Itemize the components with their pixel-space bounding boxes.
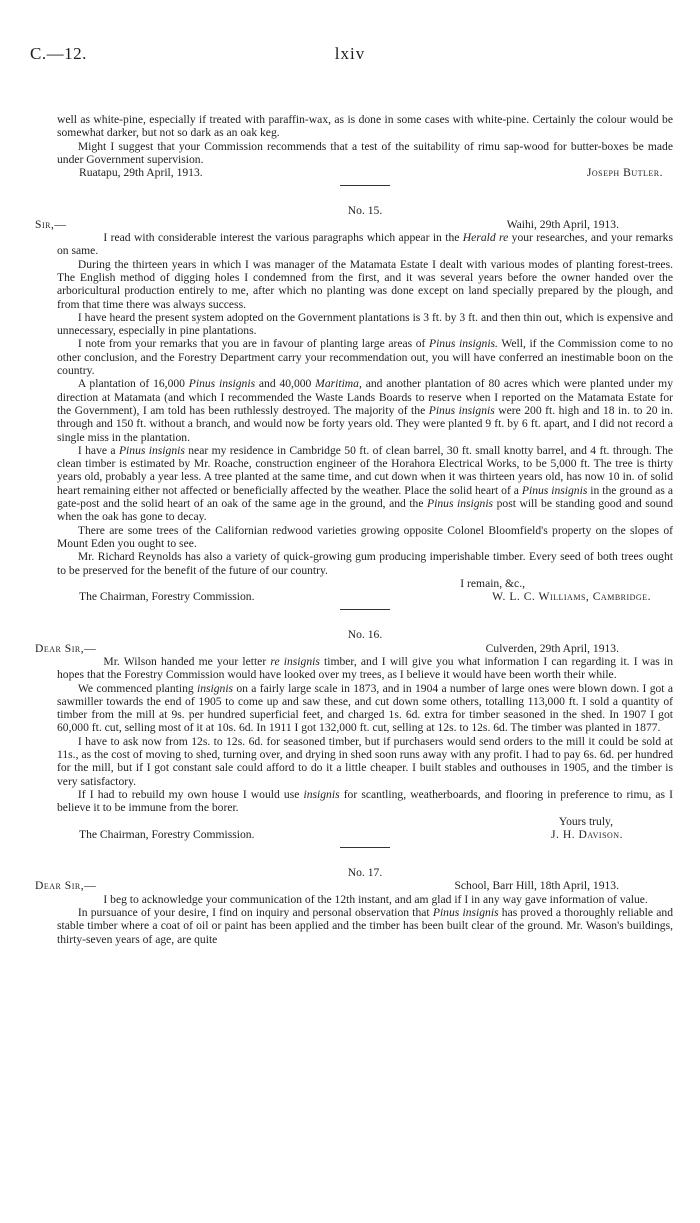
letter-16-signature: J. H. Davison.	[551, 827, 623, 841]
document-body	[35, 113, 674, 946]
letter-16-heading-row	[35, 641, 673, 655]
letter-15-place-date: Waihi, 29th April, 1913.	[506, 217, 619, 231]
intro-signature-row	[57, 166, 673, 179]
letter-15-closing-row	[57, 577, 673, 590]
letter-17-number: No. 17.	[347, 866, 383, 880]
letter-16-number: No. 16.	[347, 628, 383, 642]
letter-17-paragraph-2: In pursuance of your desire, I find on inquiry and personal observation that Pinus insignis has proved a thoroughly reliable and stable timber where a coat of oil or paint has been applied and the timber has been built clear of the ground. Mr. Wason's buildings, thirty-seven years of age, are quite	[57, 906, 673, 946]
letter-16-salutation: Dear Sir,—	[35, 641, 97, 655]
letter-15-salutation: Sir,—	[35, 217, 67, 231]
letter-16-place-date: Culverden, 29th April, 1913.	[485, 641, 619, 655]
letter-15-paragraph-6: I have a Pinus insignis near my residence in Cambridge 50 ft. of clean barrel, 30 ft. small knotty barrel, and 4 ft. through. The clean timber is estimated by Mr. Roache, construction engineer of the Horahora Electrical Works, to be 5,000 ft. The tree is thirty years old, probably a year less. A tree planted at the same time, and cut down when it was thirteen years old, has now 10 in. of solid heart remaining either not affected or beneficially affected by the weather. Place the solid heart of a Pinus insignis in the ground as a gate-post and the solid heart of an oak of the same age in the ground, and the Pinus insignis post will be standing good and sound when the oak has gone to decay.	[57, 443, 674, 524]
letter-15-addressee: The Chairman, Forestry Commission.	[79, 590, 255, 604]
letter-16-signature-row	[57, 828, 673, 841]
letter-17-paragraph-1: I beg to acknowledge your communication of the 12th instant, and am glad if I in any way gave information of value.	[103, 892, 648, 906]
intro-signature: Joseph Butler.	[586, 166, 663, 180]
letter-16-paragraph-4: If I had to rebuild my own house I would use insignis for scantling, weatherboards, and flooring in preference to rimu, as I believe it to be immune from the borer.	[57, 787, 673, 815]
letter-15-number: No. 15.	[347, 204, 383, 218]
letter-15-paragraph-5: A plantation of 16,000 Pinus insignis and 40,000 Maritima, and another plantation of 80 acres which were planted under my direction at Matamata (and which I recommended the Waste Lands Boards to reserve when I reported on the Matamata Estate for the Government), I am told has been ruthlessly destroyed. The majority of the Pinus insignis were 200 ft. high and 18 in. to 20 in. through and 150 ft. without a branch, and would now be forty years old. They were planted 9 ft. by 6 ft. apart, and I did not record a single miss in the plantation.	[57, 377, 673, 444]
letter-17-heading-row	[35, 879, 673, 893]
letter-15-paragraph-8: Mr. Richard Reynolds has also a variety of quick-growing gum producing imperishable timber. Every seed of both trees ought to be preserved for the benefit of the future of our country.	[57, 550, 673, 577]
intro-place-date: Ruatapu, 29th April, 1913.	[79, 166, 203, 180]
report-code: C.—12.	[30, 44, 87, 63]
letter-15-signature-row	[57, 590, 673, 603]
letter-15-signature: W. L. C. Williams, Cambridge.	[492, 590, 651, 604]
letter-15-paragraph-3: I have heard the present system adopted on the Government plantations is 3 ft. by 3 ft. and then thin out, which is expensive and unnecessary, especially in pine plantations.	[57, 310, 673, 338]
letter-15-heading-row	[35, 217, 673, 231]
page-number: lxiv	[334, 44, 366, 63]
letter-16-paragraph-1: Mr. Wilson handed me your letter re insignis timber, and I will give you what information I can regarding it. I was in hopes that the Forestry Commission would have looked over my trees, as I believe it would have been worth their while.	[57, 654, 673, 682]
intro-paragraph-1: well as white-pine, especially if treated with paraffin-wax, as is done in some cases with white-pine. Certainly the colour would be somewhat darker, but not so dark as an oak keg.	[57, 113, 673, 140]
letter-17-place-date: School, Barr Hill, 18th April, 1913.	[454, 879, 619, 893]
letter-16-closing: Yours truly,	[558, 814, 613, 828]
intro-paragraph-2: Might I suggest that your Commission recommends that a test of the suitability of rimu sap-wood for butter-boxes be made under Government supervision.	[57, 139, 673, 166]
letter-16-paragraph-2: We commenced planting insignis on a fairly large scale in 1873, and in 1904 a number of large ones were blown down. I got a sawmiller towards the end of 1905 to come up and saw these, and cut down some others, totalling 113,000 ft. I sold a quantity of timber from the mill at 9s. per hundred superficial feet, and charged 1s. 6d. extra for timber seasoned in the shed. In 1907 I got 60,000 ft. cut, selling most of it at 10s. 6d. In 1911 I got 132,000 ft. cut, selling at 12s. to 12s. 6d. The timber was planted in 1877.	[57, 681, 673, 735]
letter-15-paragraph-7: There are some trees of the Californian redwood varieties growing opposite Colonel Bloomfield's property on the slopes of Mount Eden you ought to see.	[57, 523, 673, 550]
letter-15-paragraph-2: During the thirteen years in which I was manager of the Matamata Estate I dealt with various modes of planting forest-trees. The English method of digging holes I condemned from the first, and it was several years before the owner handed over the arboricultural production entirely to me, after which no planting was done except on land specially prepared by the plough, and from that time there was always success.	[57, 257, 673, 311]
letter-15-closing: I remain, &c.,	[460, 576, 525, 590]
letter-16-paragraph-3: I have to ask now from 12s. to 12s. 6d. for seasoned timber, but if purchasers would send orders to the mill it could be sold at 11s., as the cost of moving to shed, turning over, and drying in shed soon runs away with any profit. I had to pay 6s. 6d. per hundred for the mill, but if I got constant sale could afford to do it a little cheaper. I built stables and outhouses in 1905, and the timber is very satisfactory.	[57, 734, 673, 788]
letter-16-addressee: The Chairman, Forestry Commission.	[79, 827, 255, 841]
letter-15-paragraph-4: I note from your remarks that you are in favour of planting large areas of Pinus insignis. Well, if the Commission come to no other conclusion, and the Forestry Department carry your recommendation out, you will have conferred an inestimable boon on the country.	[57, 337, 673, 378]
letter-17-salutation: Dear Sir,—	[35, 879, 97, 893]
letter-16-closing-row	[57, 815, 673, 828]
letter-15-paragraph-1: I read with considerable interest the various paragraphs which appear in the Herald re your researches, and your remarks on same.	[57, 231, 673, 258]
page-header	[30, 44, 670, 64]
